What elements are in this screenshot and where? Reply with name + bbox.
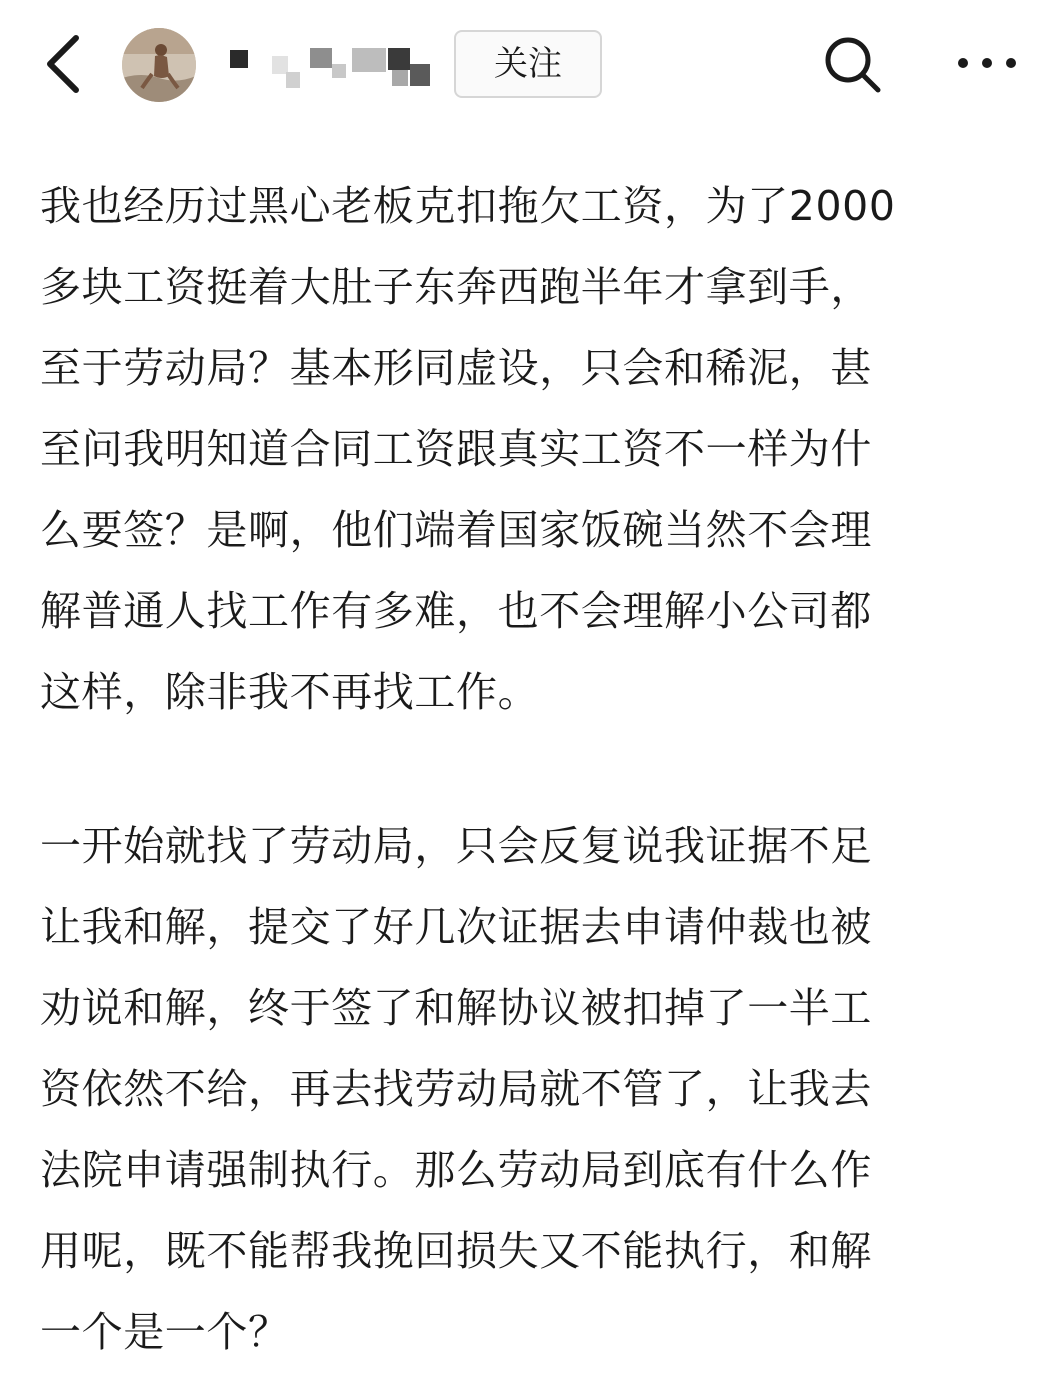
post-paragraph: 一开始就找了劳动局，只会反复说我证据不足 让我和解，提交了好几次证据去申请仲裁也被 劝说和解，终于签了和解协议被扣掉了一半工 资依然不给，再去找劳动局就不管了，让我去 法院申请强制执行。那么劳动局到底有什么作 用呢，既不能帮我挽回损失又不能执行，和解 一个是一个？ [40, 822, 872, 1356]
top-navigation-bar [0, 0, 1044, 130]
username-redacted[interactable] [228, 44, 438, 90]
search-icon[interactable] [822, 34, 884, 96]
post-body [40, 166, 1012, 1373]
post-paragraph: 我也经历过黑心老板克扣拖欠工资，为了2000 多块工资挺着大肚子东奔西跑半年才拿到手， 至于劳动局？基本形同虚设，只会和稀泥，甚 至问我明知道合同工资跟真实工资不一样为什 么要签？是啊，他们端着国家饭碗当然不会理 解普通人找工作有多难，也不会理解小公司都 这样，除非我不再找工作。 [40, 182, 896, 716]
user-avatar[interactable] [122, 28, 196, 102]
more-dots-icon[interactable] [954, 48, 1020, 78]
back-chevron-icon[interactable] [40, 34, 88, 94]
follow-button[interactable]: 关注 [454, 30, 602, 98]
